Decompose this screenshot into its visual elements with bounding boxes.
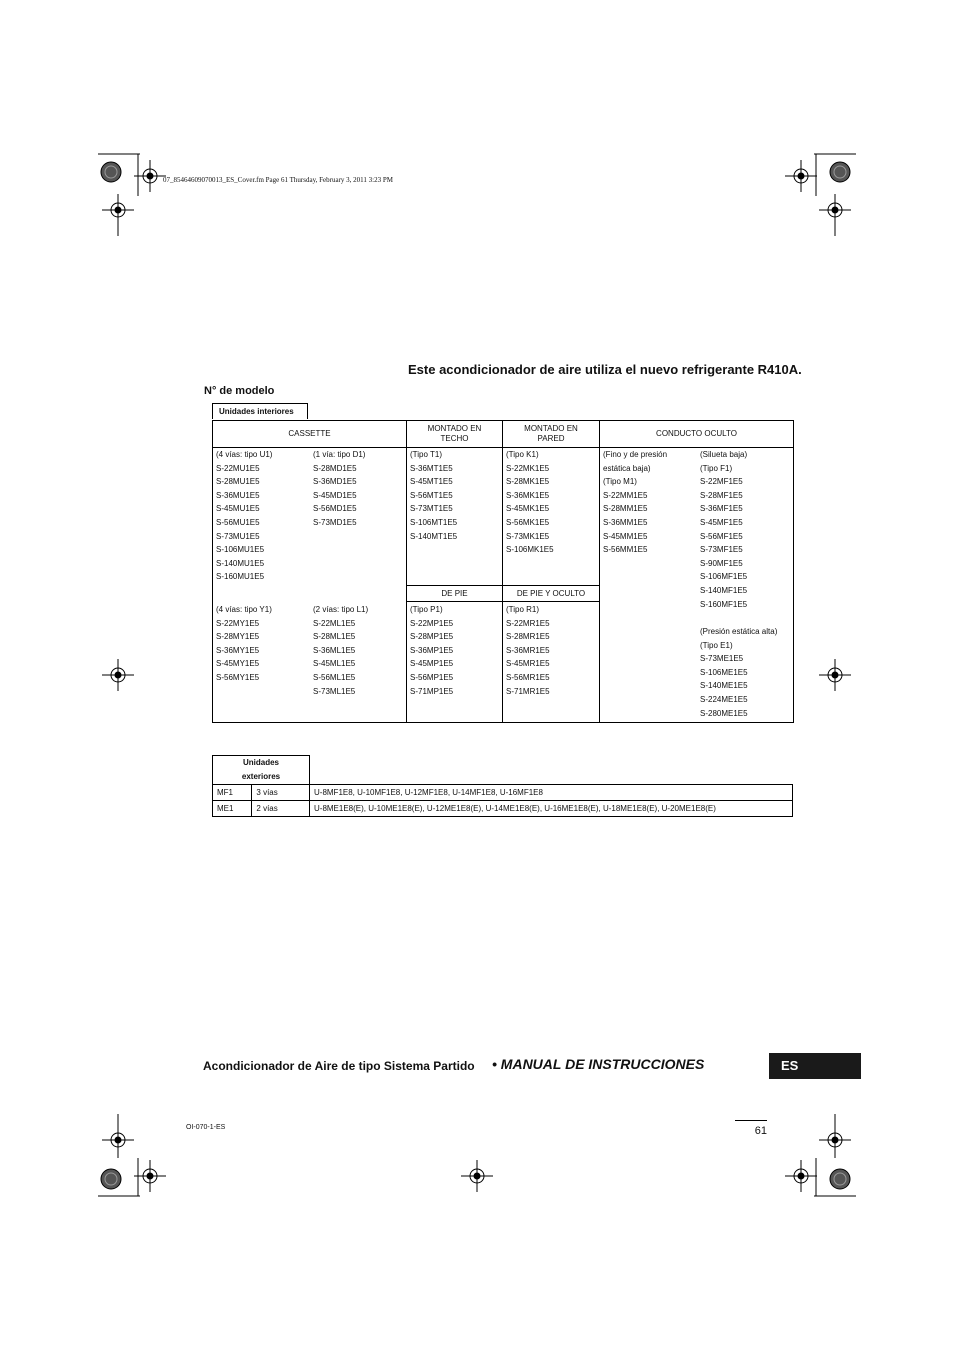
list-item: S-73MT1E5 (410, 504, 453, 514)
list-item: S-28MD1E5 (313, 463, 357, 473)
list-item: S-36ML1E5 (313, 645, 356, 655)
list-item: (2 vías: tipo L1) (313, 605, 369, 614)
header-cassette: CASSETTE (288, 429, 331, 438)
list-item: S-36MY1E5 (216, 645, 260, 655)
list-item: (Tipo T1) (410, 450, 443, 459)
list-item: S-56MK1E5 (506, 517, 550, 527)
table-row (213, 801, 793, 817)
list-item: S-22MF1E5 (700, 477, 743, 487)
list-item: S-28MR1E5 (506, 632, 550, 642)
print-info: 07_85464609070013_ES_Cover.fm Page 61 Thursday, February 3, 2011 3:23 PM (163, 176, 393, 184)
list-item: S-140MF1E5 (700, 585, 748, 595)
list-item: S-28MM1E5 (603, 504, 648, 514)
list-item: S-56MR1E5 (506, 672, 550, 682)
list-item: (Tipo R1) (506, 605, 540, 614)
list-item: S-56MD1E5 (313, 504, 357, 514)
list-item: (Tipo F1) (700, 463, 733, 473)
list-item: (Tipo E1) (700, 640, 733, 650)
list-item: S-36MK1E5 (506, 490, 550, 500)
list-cassette-y1 (216, 603, 272, 685)
product-name: Acondicionador de Aire de tipo Sistema Partido (203, 1059, 475, 1073)
list-item: S-90MF1E5 (700, 558, 743, 568)
list-item: (Presión estática alta) (700, 627, 778, 636)
outdoor-header-spacer (310, 756, 793, 785)
list-item: S-22MP1E5 (410, 618, 454, 628)
list-item: S-45MP1E5 (410, 659, 454, 669)
list-item: S-45MD1E5 (313, 490, 357, 500)
list-item: S-56MU1E5 (216, 517, 260, 527)
list-item: S-140MU1E5 (216, 558, 265, 568)
list-pared-k1 (506, 448, 554, 557)
list-item: S-106MK1E5 (506, 545, 554, 555)
list-item: (Tipo M1) (603, 477, 637, 487)
list-item: S-106MF1E5 (700, 572, 748, 582)
list-item: S-36MT1E5 (410, 463, 453, 473)
outdoor-header-line2: exteriores (241, 772, 281, 781)
list-item: (Fino y de presión (603, 450, 668, 459)
outdoor-header-line1: Unidades (242, 758, 279, 767)
list-item: S-22MY1E5 (216, 618, 260, 628)
list-item: S-28MF1E5 (700, 490, 743, 500)
indoor-units-table (212, 420, 794, 723)
list-cassette-l1 (313, 603, 368, 698)
list-item: (Tipo P1) (410, 605, 443, 614)
list-item: S-45MT1E5 (410, 477, 453, 487)
language-badge: ES (769, 1053, 861, 1079)
list-item: S-280ME1E5 (700, 708, 748, 718)
list-item: S-71MP1E5 (410, 686, 454, 696)
list-item: S-73MK1E5 (506, 531, 550, 541)
list-item: S-36MD1E5 (313, 477, 357, 487)
list-item: S-22MM1E5 (603, 490, 648, 500)
list-item: S-106ME1E5 (700, 667, 748, 677)
list-item: S-36MR1E5 (506, 645, 550, 655)
list-item: S-56MP1E5 (410, 672, 454, 682)
list-item: S-36MP1E5 (410, 645, 454, 655)
list-item: S-45MR1E5 (506, 659, 550, 669)
list-item: S-36MM1E5 (603, 517, 648, 527)
list-item: (Tipo K1) (506, 450, 539, 459)
list-item: S-160MF1E5 (700, 599, 748, 609)
list-item: S-73MD1E5 (313, 517, 357, 527)
headline: Este acondicionador de aire utiliza el nuevo refrigerante R410A. (408, 362, 802, 377)
outdoor-ways: 3 vías (252, 785, 310, 801)
list-conducto-f1 (700, 448, 747, 611)
list-item: S-45ML1E5 (313, 659, 356, 669)
list-item: S-56MF1E5 (700, 531, 743, 541)
outdoor-header (213, 756, 310, 785)
list-item: S-71MR1E5 (506, 686, 550, 696)
outdoor-code: ME1 (213, 801, 252, 817)
list-item: S-22MU1E5 (216, 463, 260, 473)
outdoor-ways: 2 vías (252, 801, 310, 817)
list-item: (4 vías: tipo U1) (216, 450, 273, 459)
list-item: S-73MF1E5 (700, 545, 743, 555)
list-techo-t1 (410, 448, 457, 543)
list-item: S-224ME1E5 (700, 694, 748, 704)
list-item: S-28MU1E5 (216, 477, 260, 487)
outdoor-code: MF1 (213, 785, 252, 801)
list-conducto-e1 (700, 625, 777, 720)
table-row (213, 785, 793, 801)
header-de-pie-oculto: DE PIE Y OCULTO (516, 588, 586, 598)
list-item: S-45MK1E5 (506, 504, 550, 514)
manual-title: • MANUAL DE INSTRUCCIONES (492, 1056, 705, 1072)
list-depie-p1 (410, 603, 453, 698)
list-item: S-28MK1E5 (506, 477, 550, 487)
header-conducto: CONDUCTO OCULTO (656, 429, 737, 438)
list-cassette-d1 (313, 448, 365, 530)
outdoor-models: U-8MF1E8, U-10MF1E8, U-12MF1E8, U-14MF1E8, U-16MF1E8 (310, 785, 793, 801)
list-item: S-56MT1E5 (410, 490, 453, 500)
list-item: estática baja) (603, 463, 651, 473)
list-cassette-u1 (216, 448, 272, 584)
list-item: S-73MU1E5 (216, 531, 260, 541)
list-item: S-45MU1E5 (216, 504, 260, 514)
list-depie-oculto-r1 (506, 603, 550, 698)
document-code: OI-070-1-ES (186, 1124, 226, 1131)
list-item: S-73ML1E5 (313, 686, 356, 696)
list-item: (1 vía: tipo D1) (313, 450, 366, 459)
list-item: S-140MT1E5 (410, 531, 458, 541)
list-item: S-106MT1E5 (410, 517, 458, 527)
list-item: S-160MU1E5 (216, 572, 265, 582)
list-item: S-45MM1E5 (603, 531, 648, 541)
list-item: (Silueta baja) (700, 450, 748, 459)
model-number-label: N° de modelo (204, 385, 275, 397)
list-item: S-140ME1E5 (700, 681, 748, 691)
list-item: S-56MY1E5 (216, 672, 260, 682)
list-item: S-45MF1E5 (700, 517, 743, 527)
indoor-units-tab: Unidades interiores (212, 403, 308, 419)
outdoor-models: U-8ME1E8(E), U-10ME1E8(E), U-12ME1E8(E), U-14ME1E8(E), U-16ME1E8(E), U-18ME1E8(E), U-20ME1E8(E) (310, 801, 793, 817)
list-item: S-28ML1E5 (313, 632, 356, 642)
list-item: S-106MU1E5 (216, 545, 265, 555)
list-conducto-m1 (603, 448, 667, 557)
list-item: S-28MY1E5 (216, 632, 260, 642)
list-item: S-56MM1E5 (603, 545, 648, 555)
list-item: S-36MF1E5 (700, 504, 743, 514)
list-item: S-22ML1E5 (313, 618, 356, 628)
header-pared: MONTADO EN PARED (524, 424, 578, 443)
header-techo: MONTADO EN TECHO (427, 424, 482, 443)
list-item: S-45MY1E5 (216, 659, 260, 669)
list-item: S-73ME1E5 (700, 654, 744, 664)
header-de-pie: DE PIE (441, 588, 468, 598)
list-item: S-22MR1E5 (506, 618, 550, 628)
outdoor-units-table (212, 755, 793, 817)
list-item: (4 vías: tipo Y1) (216, 605, 272, 614)
list-item: S-22MK1E5 (506, 463, 550, 473)
list-item: S-28MP1E5 (410, 632, 454, 642)
list-item: S-56ML1E5 (313, 672, 356, 682)
list-item: S-36MU1E5 (216, 490, 260, 500)
page-number: 61 (735, 1120, 767, 1137)
